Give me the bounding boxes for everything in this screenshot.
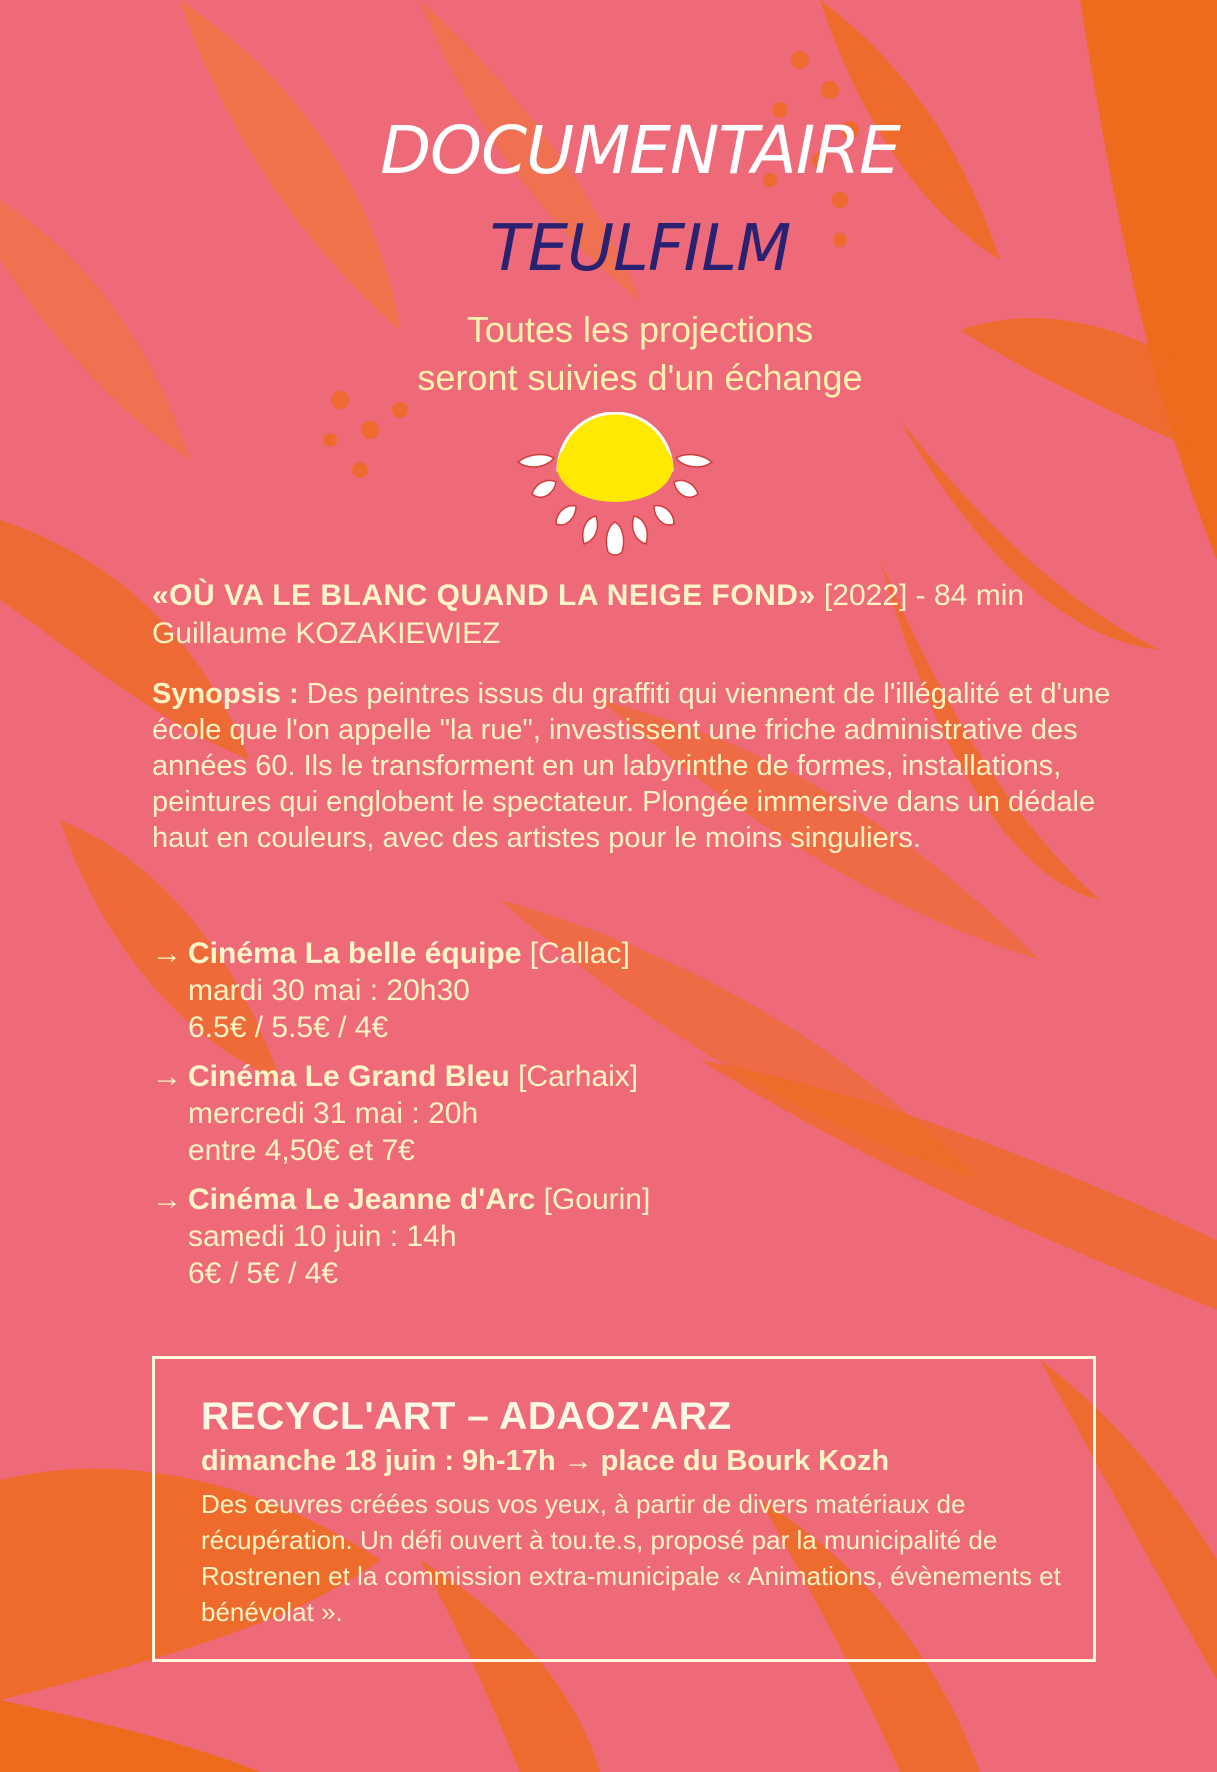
film-director: Guillaume KOZAKIEWIEZ xyxy=(152,617,501,650)
screening-date: samedi 10 juin : 14h xyxy=(188,1220,457,1253)
film-header xyxy=(152,577,1152,653)
synopsis-text: Des peintres issus du graffiti qui viennent de l'illégalité et d'une école que l'on appelle "la rue", investissent une friche administrative des années 60. Ils le transforment en un labyrinthe de formes, installations, peintures qui englobent le spectateur. Plongée immersive dans un dédale haut en couleurs, avec des artistes pour le moins singuliers. xyxy=(152,678,1111,854)
screening-date: mercredi 31 mai : 20h xyxy=(188,1097,479,1130)
screening-price: 6€ / 5€ / 4€ xyxy=(188,1257,339,1290)
cinema-name: Cinéma La belle équipe xyxy=(188,937,522,970)
screening-price: entre 4,50€ et 7€ xyxy=(188,1134,415,1167)
cinema-town: [Carhaix] xyxy=(509,1060,639,1093)
cinema-town: [Gourin] xyxy=(535,1183,651,1216)
screening-price: 6.5€ / 5.5€ / 4€ xyxy=(188,1011,389,1044)
cinema-name: Cinéma Le Jeanne d'Arc xyxy=(188,1183,536,1216)
synopsis-label: Synopsis : xyxy=(152,678,299,710)
tagline-line-1: Toutes les projections xyxy=(466,309,814,350)
sun-flower-icon xyxy=(510,412,720,562)
tagline-line-2: seront suivies d'un échange xyxy=(417,357,863,398)
event-title: RECYCL'ART – ADAOZ'ARZ xyxy=(201,1395,732,1438)
screenings-list xyxy=(152,935,1052,1304)
film-meta: [2022] - 84 min xyxy=(815,579,1025,612)
screening-date: mardi 30 mai : 20h30 xyxy=(188,974,470,1007)
film-synopsis xyxy=(152,676,1112,856)
film-title: «OÙ VA LE BLANC QUAND LA NEIGE FOND» xyxy=(152,579,816,612)
screening-item xyxy=(152,1058,1052,1169)
arrow-right-icon: → xyxy=(152,1183,182,1216)
event-schedule: dimanche 18 juin : 9h-17h → place du Bourk Kozh xyxy=(201,1445,890,1477)
tagline xyxy=(0,306,1217,402)
arrow-right-icon: → xyxy=(152,1060,182,1093)
event-box xyxy=(152,1356,1096,1662)
screening-item xyxy=(152,935,1052,1046)
arrow-right-icon: → xyxy=(152,937,182,970)
film-series-title: TEULFILM xyxy=(489,212,791,286)
event-description: Des œuvres créées sous vos yeux, à partir de divers matériaux de récupération. Un défi ouvert à tou.te.s, proposé par la municipalité de Rostrenen et la commission extra-municipale « Animations, évènements et bénévolat ». xyxy=(201,1489,1061,1627)
cinema-name: Cinéma Le Grand Bleu xyxy=(188,1060,510,1093)
page-title: DOCUMENTAIRE xyxy=(380,112,900,189)
cinema-town: [Callac] xyxy=(521,937,630,970)
screening-item xyxy=(152,1181,1052,1292)
